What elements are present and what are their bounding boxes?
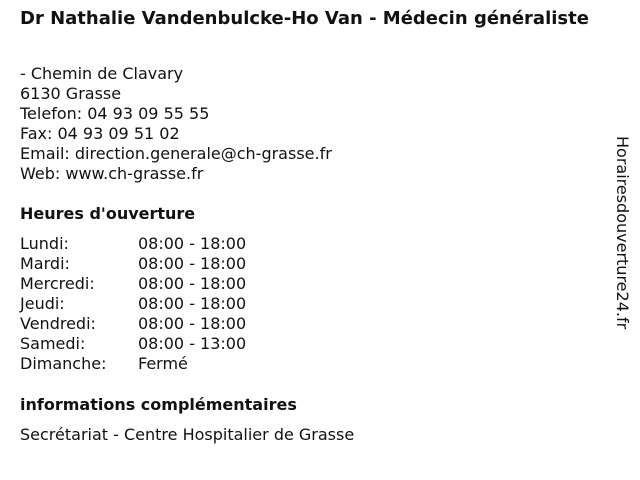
info-text: Secrétariat - Centre Hospitalier de Grasse	[20, 425, 355, 444]
email-line: Email: direction.generale@ch-grasse.fr	[20, 144, 332, 163]
page-title: Dr Nathalie Vandenbulcke-Ho Van - Médecin généraliste	[20, 8, 589, 29]
street-line: - Chemin de Clavary	[20, 64, 184, 83]
city-line: 6130 Grasse	[20, 84, 122, 103]
day-label: Vendredi:	[20, 314, 96, 333]
day-hours: 08:00 - 18:00	[138, 274, 247, 293]
day-hours: 08:00 - 18:00	[138, 234, 247, 253]
day-hours: Fermé	[138, 354, 188, 373]
day-label: Dimanche:	[20, 354, 107, 373]
day-label: Jeudi:	[20, 294, 65, 313]
day-label: Mercredi:	[20, 274, 95, 293]
day-label: Samedi:	[20, 334, 86, 353]
day-hours: 08:00 - 13:00	[138, 334, 247, 353]
day-hours: 08:00 - 18:00	[138, 294, 247, 313]
site-watermark: Horairesdouverture24.fr	[613, 136, 632, 330]
day-hours: 08:00 - 18:00	[138, 314, 247, 333]
phone-line: Telefon: 04 93 09 55 55	[20, 104, 210, 123]
info-heading: informations complémentaires	[20, 395, 297, 414]
hours-heading: Heures d'ouverture	[20, 204, 196, 223]
address-block	[20, 64, 332, 184]
web-line: Web: www.ch-grasse.fr	[20, 164, 204, 183]
day-label: Mardi:	[20, 254, 70, 273]
day-label: Lundi:	[20, 234, 69, 253]
fax-line: Fax: 04 93 09 51 02	[20, 124, 180, 143]
day-hours: 08:00 - 18:00	[138, 254, 247, 273]
